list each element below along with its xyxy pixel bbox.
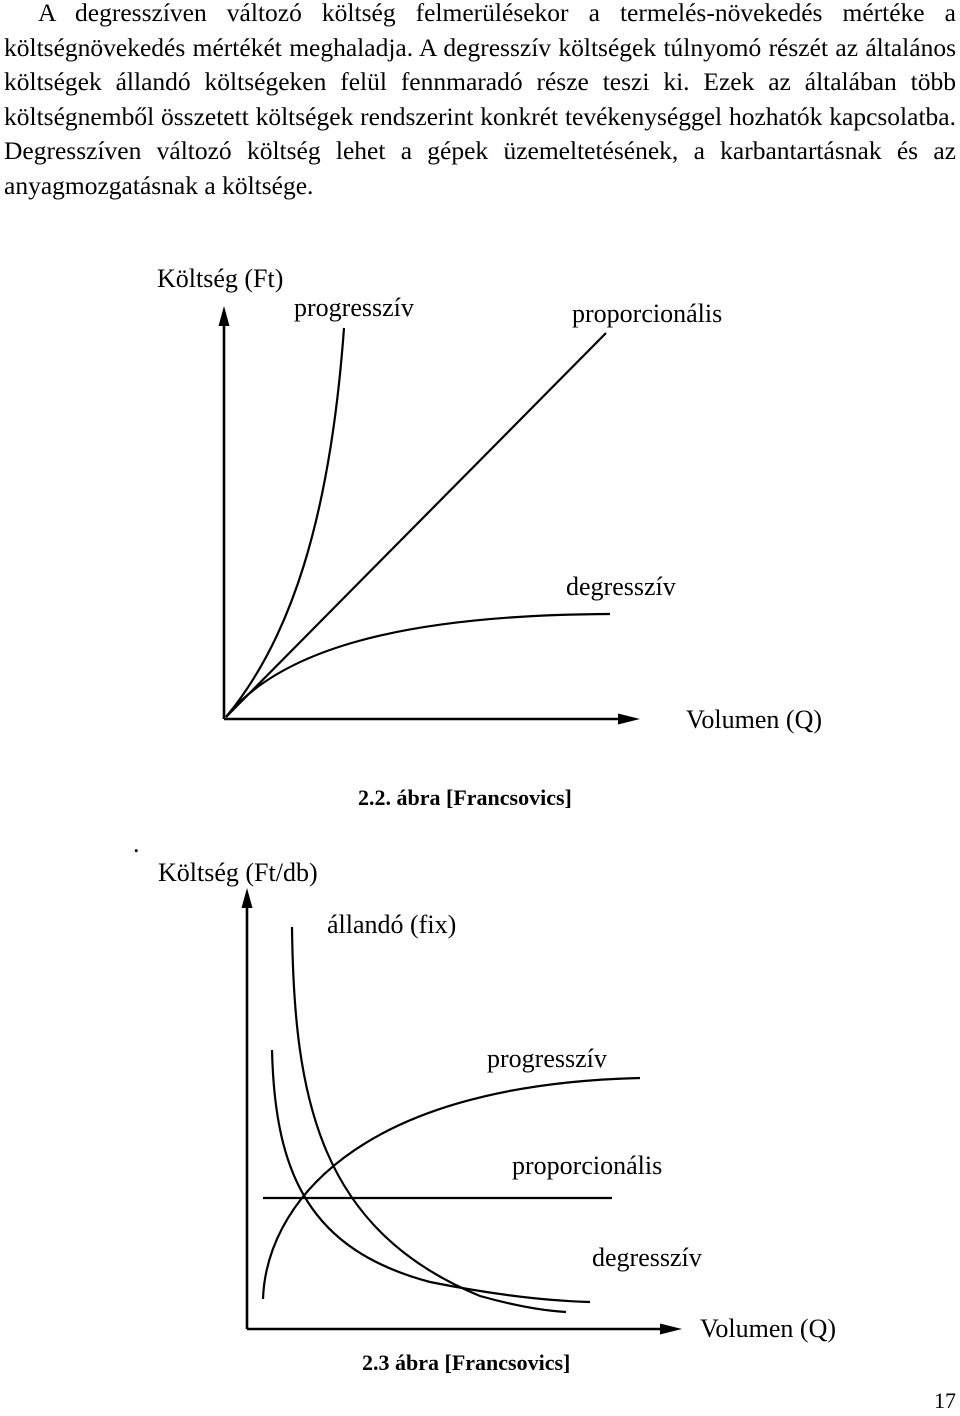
progressive-curve [263,1078,640,1299]
x-axis-arrowhead [618,714,640,725]
proportional-line [226,333,606,717]
figure-caption: 2.2. ábra [Francsovics] [358,785,572,810]
progressive-label: progresszív [487,1044,607,1073]
figure-unit-cost [0,830,960,1390]
fixed-cost-curve [292,927,566,1312]
degressive-label: degresszív [566,572,676,601]
proportional-label: proporcionális [512,1151,663,1180]
fixed-label: állandó (fix) [327,910,457,939]
y-axis-arrowhead [219,306,230,326]
x-axis-arrowhead [660,1324,682,1335]
y-axis-label: Költség (Ft) [157,264,284,293]
proportional-label: proporcionális [572,299,723,328]
page-number: 17 [934,1388,956,1413]
degressive-curve [226,614,610,717]
progressive-label: progresszív [294,293,414,322]
figure-total-cost [0,250,960,820]
y-axis-arrowhead [242,888,253,908]
y-axis-label: Költség (Ft/db) [158,858,318,887]
x-axis-label: Volumen (Q) [686,705,823,734]
figure-caption: 2.3 ábra [Francsovics] [362,1350,571,1375]
degressive-label: degresszív [592,1243,702,1272]
stray-mark: . [133,829,140,858]
body-paragraph: A degresszíven változó költség felmerülésekor a termelés-növekedés mértéke a költségnövekedés mértékét meghaladja. A degresszív költségek túlnyomó részét az általános költségek állandó költségeken felül fennmaradó része teszi ki. Ezek az általában több költségnemből összetett költségek rendszerint konkrét tevékenységgel hozhatók kapcsolatba. Degresszíven változó költség lehet a gépek üzemeltetésének, a karbantartásnak és az anyagmozgatásnak a költsége. [4,0,956,200]
x-axis-label: Volumen (Q) [700,1314,837,1343]
